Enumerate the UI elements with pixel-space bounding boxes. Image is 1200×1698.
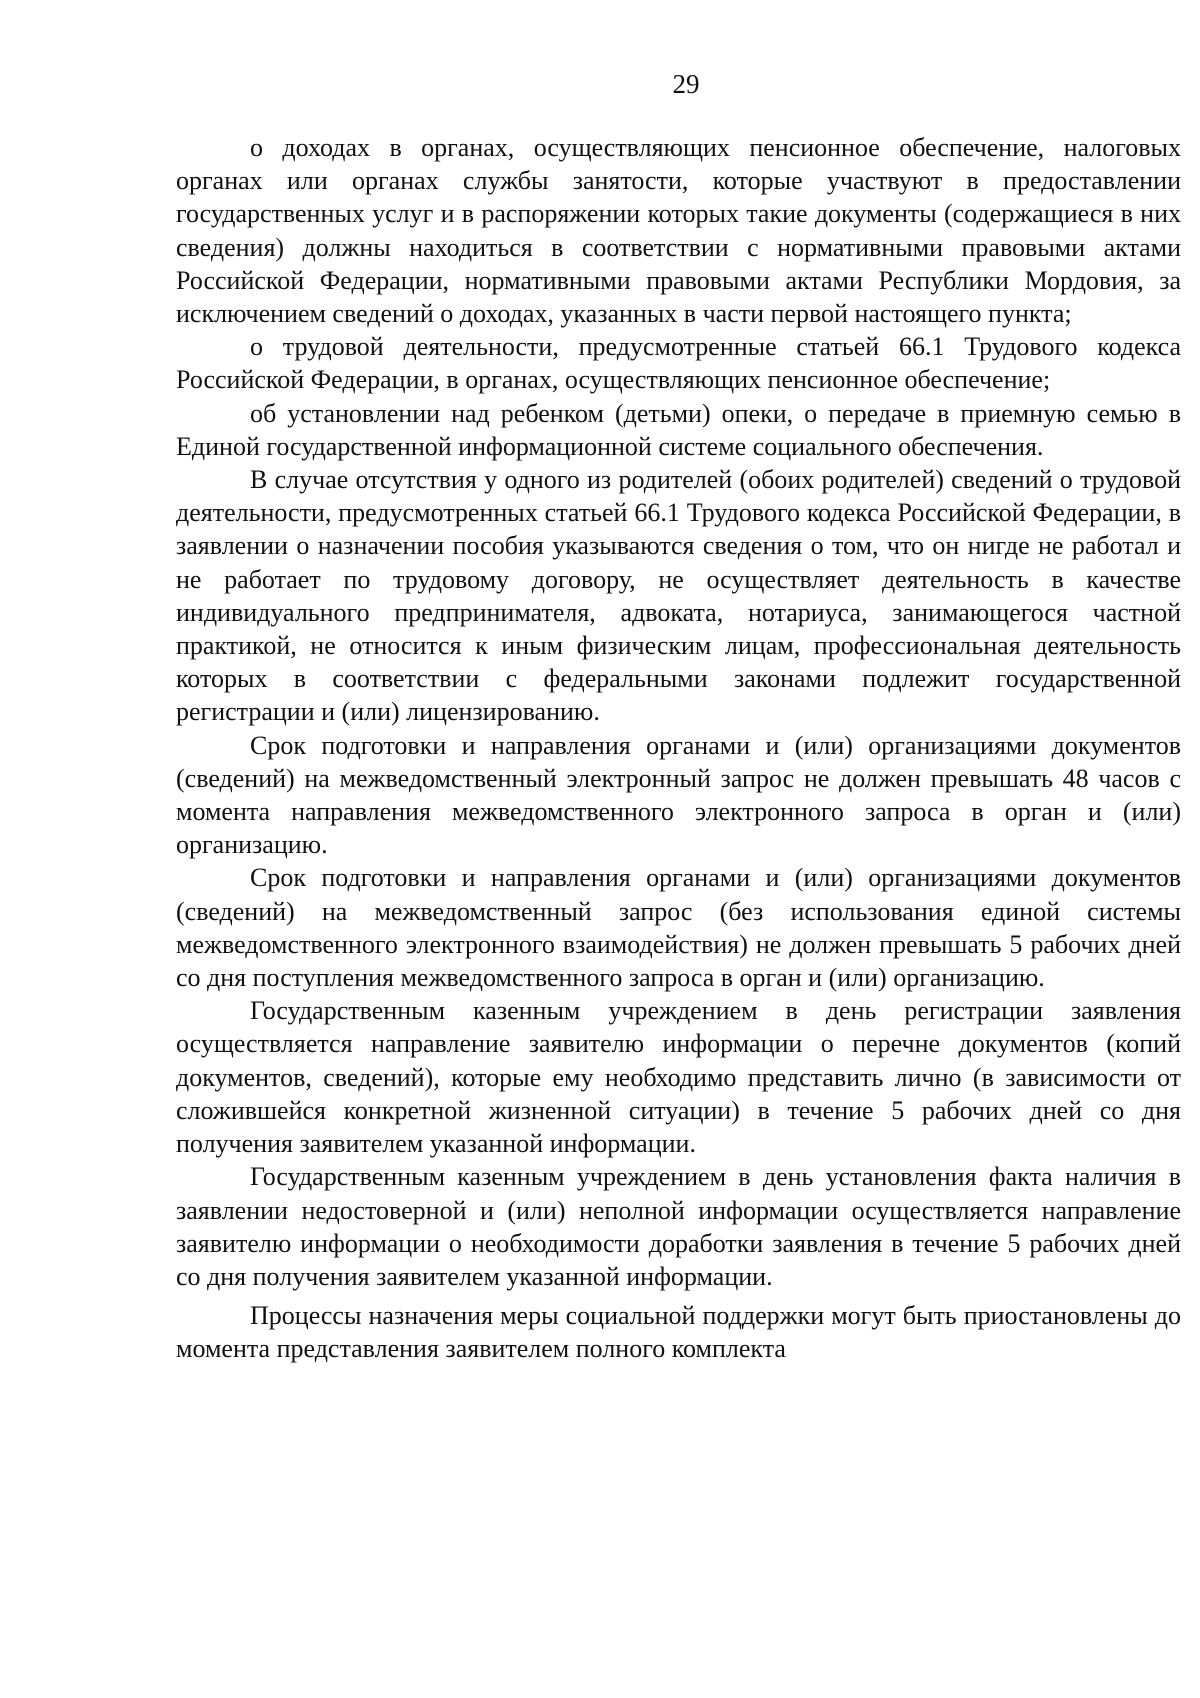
paragraph-missing-labor-info: В случае отсутствия у одного из родителей (обоих родителей) сведений о трудовой деятельности, предусмотренных статьей 66.1 Трудового кодекса Российской Федерации, в заявлении о назначении пособия указываются сведения о том, что он нигде не работал и не работает по трудовому договору, не осуществляет деятельность в качестве индивидуального предпринимателя, адвоката, нотариуса, занимающегося частной практикой, не относится к иным физическим лицам, профессиональная деятельность которых в соответствии с федеральными законами подлежит государственной регистрации и (или) лицензированию. bbox=[176, 465, 1181, 727]
paragraph-labor-activity: о трудовой деятельности, предусмотренные статьей 66.1 Трудового кодекса Российской Федерации, в органах, осуществляющих пенсионное обеспечение; bbox=[176, 332, 1181, 395]
paragraph-suspension: Процессы назначения меры социальной поддержки могут быть приостановлены до момента представления заявителем полного комплекта bbox=[176, 1301, 1181, 1364]
paragraph-income-info: о доходах в органах, осуществляющих пенсионное обеспечение, налоговых органах или органах службы занятости, которые участвуют в предоставлении государственных услуг и в распоряжении которых такие документы (содержащиеся в них сведения) должны находиться в соответствии с нормативными правовыми актами Российской Федерации, нормативными правовыми актами Республики Мордовия, за исключением сведений о доходах, указанных в части первой настоящего пункта; bbox=[176, 133, 1181, 329]
paragraph-electronic-request-deadline: Срок подготовки и направления органами и (или) организациями документов (сведений) на межведомственный электронный запрос не должен превышать 48 часов с момента направления межведомственного электронного запроса в орган и (или) организацию. bbox=[176, 730, 1181, 860]
paragraph-guardianship: об установлении над ребенком (детьми) опеки, о передаче в приемную семью в Единой государственной информационной системе социального обеспечения. bbox=[176, 398, 1181, 461]
page-number: 29 bbox=[672, 69, 700, 99]
paragraph-incomplete-info-notice: Государственным казенным учреждением в день установления факта наличия в заявлении недостоверной и (или) неполной информации осуществляется направление заявителю информации о необходимости доработки заявления в течение 5 рабочих дней со дня получения заявителем указанной информации. bbox=[176, 1162, 1181, 1291]
paragraph-document-list-notice: Государственным казенным учреждением в день регистрации заявления осуществляется направление заявителю информации о перечне документов (копий документов, сведений), которые ему необходимо представить лично (в зависимости от сложившейся конкретной жизненной ситуации) в течение 5 рабочих дней со дня получения заявителем указанной информации. bbox=[176, 996, 1181, 1159]
document-body bbox=[176, 131, 1181, 1366]
paragraph-paper-request-deadline: Срок подготовки и направления органами и (или) организациями документов (сведений) на межведомственный запрос (без использования единой системы межведомственного электронного взаимодействия) не должен превышать 5 рабочих дней со дня поступления межведомственного запроса в орган и (или) организацию. bbox=[176, 863, 1181, 993]
